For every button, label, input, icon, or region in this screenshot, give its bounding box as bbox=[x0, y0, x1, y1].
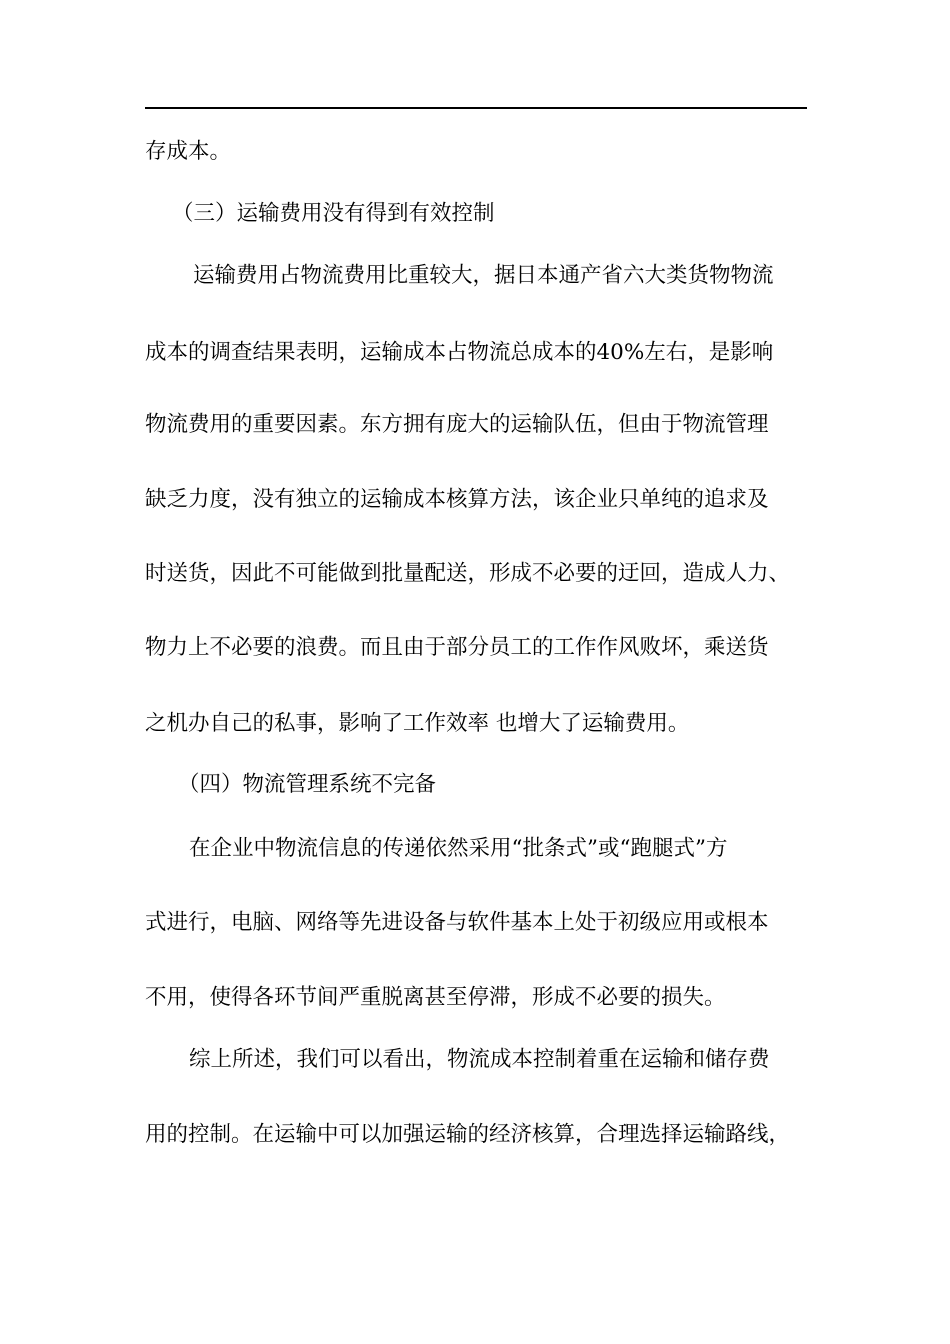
text-line: 缺乏力度，没有独立的运输成本核算方法，该企业只单纯的追求及 bbox=[145, 487, 769, 512]
text-line: 成本的调查结果表明，运输成本占物流总成本的40%左右，是影响 bbox=[145, 340, 774, 365]
text-line: 用的控制。在运输中可以加强运输的经济核算，合理选择运输路线， bbox=[145, 1122, 791, 1147]
text-line: 存成本。 bbox=[145, 139, 232, 164]
text-line: 之机办自己的私事，影响了工作效率 也增大了运输费用。 bbox=[145, 711, 690, 736]
section-heading: （四）物流管理系统不完备 bbox=[178, 772, 437, 797]
paragraph-first-line: 在企业中物流信息的传递依然采用“批条式”或“跑腿式”方 bbox=[189, 836, 728, 861]
text-line: 时送货，因此不可能做到批量配送，形成不必要的迂回，造成人力、 bbox=[145, 561, 791, 586]
paragraph-first-line: 运输费用占物流费用比重较大，据日本通产省六大类货物物流 bbox=[193, 263, 774, 288]
section-heading: （三）运输费用没有得到有效控制 bbox=[172, 201, 495, 226]
text-line: 物力上不必要的浪费。而且由于部分员工的工作作风败坏，乘送货 bbox=[145, 635, 769, 660]
paragraph-first-line: 综上所述，我们可以看出，物流成本控制着重在运输和储存费 bbox=[189, 1047, 770, 1072]
text-line: 不用，使得各环节间严重脱离甚至停滞，形成不必要的损失。 bbox=[145, 985, 726, 1010]
text-line: 物流费用的重要因素。东方拥有庞大的运输队伍，但由于物流管理 bbox=[145, 412, 769, 437]
header-rule bbox=[145, 107, 807, 109]
text-line: 式进行，电脑、网络等先进设备与软件基本上处于初级应用或根本 bbox=[145, 910, 769, 935]
